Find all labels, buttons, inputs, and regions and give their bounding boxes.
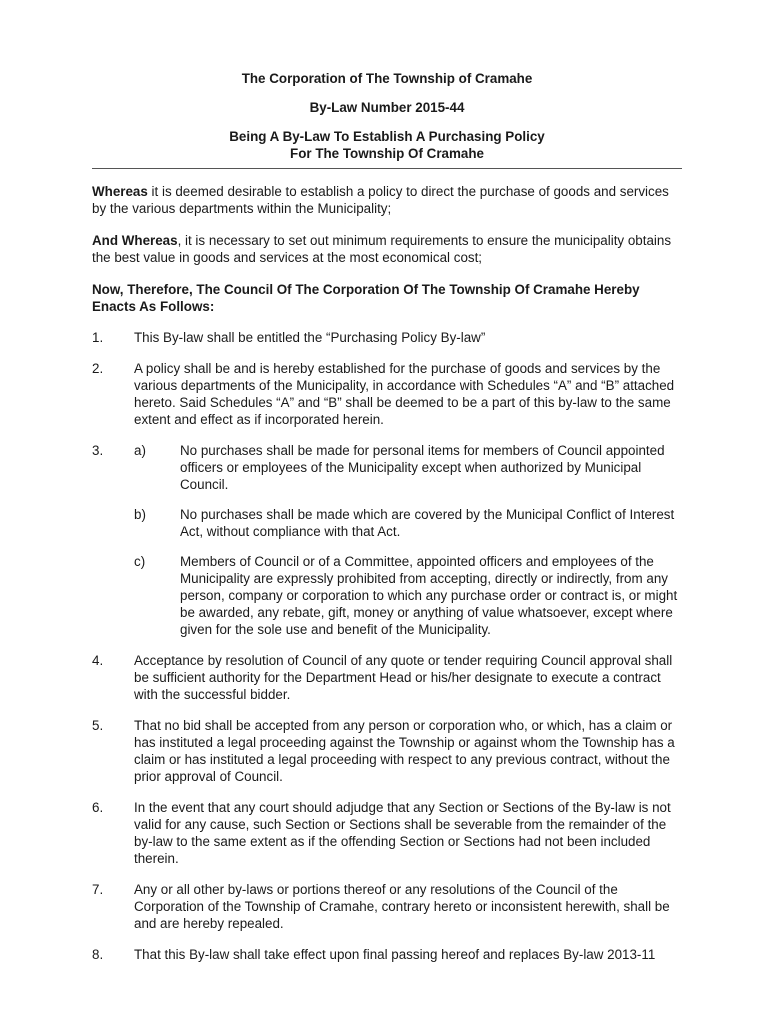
subclause-letter: a) <box>134 443 146 458</box>
subclause-text: Members of Council or of a Committee, appointed officers and employees of the Municipality are expressly prohibited from accepting, directly or indirectly, from any person, company or corporation to which any purchase order or contract is, or might be awarded, any rebate, gift, money or anything of value whatsoever, except where given for the sole use and benefit of the Municipality. <box>180 554 678 637</box>
section-text: In the event that any court should adjudge that any Section or Sections of the By-law is not valid for any cause, such Section or Sections shall be severable from the remainder of the by-law to the same extent as if the offending Section or Sections had not been included therein. <box>134 800 671 866</box>
and-whereas-label: And Whereas <box>92 233 178 248</box>
section-text: This By-law shall be entitled the “Purchasing Policy By-law” <box>134 330 486 345</box>
bylaw-purpose-line-1: Being A By-Law To Establish A Purchasing Policy <box>229 129 545 144</box>
section-number: 8. <box>92 947 104 962</box>
section-7 <box>92 881 682 932</box>
bylaw-purpose-line-2: For The Township Of Cramahe <box>290 146 484 161</box>
subclause-text: No purchases shall be made which are covered by the Municipal Conflict of Interest Act, without compliance with that Act. <box>180 507 675 539</box>
section-text: Acceptance by resolution of Council of any quote or tender requiring Council approval shall be sufficient authority for the Department Head or his/her designate to execute a contract with the successful bidder. <box>134 653 673 702</box>
document-title: The Corporation of The Township of Cramahe <box>241 71 533 86</box>
bylaw-number: By-Law Number 2015-44 <box>309 100 465 115</box>
section-number: 2. <box>92 361 104 376</box>
enactment-clause: Now, Therefore, The Council Of The Corporation Of The Township Of Cramahe Hereby Enacts As Follows: <box>92 282 640 314</box>
subclause-letter: b) <box>134 507 146 522</box>
section-4 <box>92 652 682 703</box>
subclause-c <box>134 553 682 638</box>
section-number: 6. <box>92 800 104 815</box>
subclause-b <box>134 506 682 540</box>
section-2 <box>92 360 682 428</box>
subclause-letter: c) <box>134 554 146 569</box>
section-number: 4. <box>92 653 104 668</box>
section-text: That this By-law shall take effect upon final passing hereof and replaces By-law 2013-11 <box>134 947 656 962</box>
whereas-label: Whereas <box>92 184 148 199</box>
section-6 <box>92 799 682 867</box>
section-number: 5. <box>92 718 104 733</box>
section-text: Any or all other by-laws or portions thereof or any resolutions of the Council of the Corporation of the Township of Cramahe, contrary hereto or inconsistent herewith, shall be and are hereby repealed. <box>134 882 670 931</box>
section-text: A policy shall be and is hereby established for the purchase of goods and services by the various departments of the Municipality, in accordance with Schedules “A” and “B” attached hereto. Said Schedules “A” and “B” shall be deemed to be a part of this by-law to the same extent and effect as if incorporated herein. <box>134 361 675 427</box>
section-1 <box>92 329 682 346</box>
and-whereas-paragraph <box>92 232 682 266</box>
document-page <box>92 70 682 963</box>
subclause-text: No purchases shall be made for personal items for members of Council appointed officers or employees of the Municipality except when authorized by Municipal Council. <box>180 443 665 492</box>
section-8 <box>92 946 682 963</box>
section-number: 1. <box>92 330 104 345</box>
header-divider <box>92 168 682 169</box>
section-number: 7. <box>92 882 104 897</box>
whereas-text: it is deemed desirable to establish a policy to direct the purchase of goods and services by the various departments within the Municipality; <box>92 184 669 216</box>
section-subclauses <box>134 442 682 638</box>
subclause-a <box>134 442 682 493</box>
and-whereas-text: , it is necessary to set out minimum requirements to ensure the municipality obtains the best value in goods and services at the most economical cost; <box>92 233 672 265</box>
section-5 <box>92 717 682 785</box>
section-3 <box>92 442 682 638</box>
section-number: 3. <box>92 443 104 458</box>
section-text: That no bid shall be accepted from any person or corporation who, or which, has a claim or has instituted a legal proceeding against the Township or against whom the Township has a claim or has instituted a legal proceeding with respect to any previous contract, without the prior approval of Council. <box>134 718 675 784</box>
whereas-paragraph <box>92 183 682 217</box>
